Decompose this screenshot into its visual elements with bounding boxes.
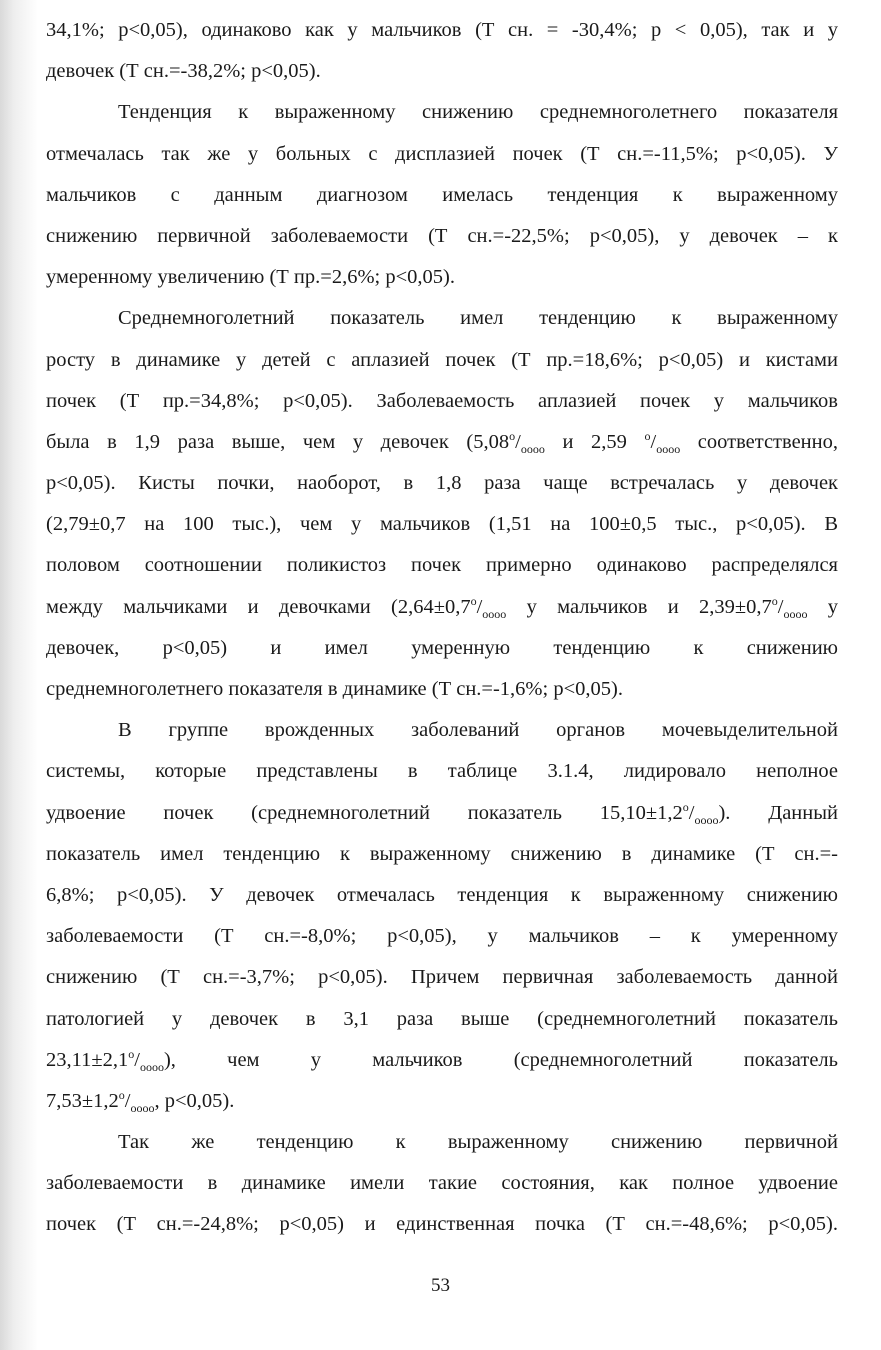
text-line xyxy=(46,422,838,463)
text-segment: половом соотношении поликистоз почек примерно одинаково распределялся xyxy=(46,554,838,577)
subscript: оооо xyxy=(520,441,545,456)
text-line xyxy=(46,587,838,628)
text-line xyxy=(46,504,838,545)
superscript: о xyxy=(682,799,689,814)
superscript: о xyxy=(644,429,651,444)
text-segment: ), чем у мальчиков (среднемноголетний показатель xyxy=(163,1048,838,1071)
subscript: оооо xyxy=(130,1100,155,1115)
text-segment: девочек, р<0,05) и имел умеренную тенденцию к снижению xyxy=(46,636,838,659)
scan-shadow-edge xyxy=(0,0,38,1350)
text-segment: у xyxy=(807,595,838,618)
text-segment: была в 1,9 раза выше, чем у девочек (5,08 xyxy=(46,430,510,453)
text-segment: 6,8%; р<0,05). У девочек отмечалась тенденция к выраженному снижению xyxy=(46,883,838,906)
text-segment: / xyxy=(650,430,657,453)
text-line xyxy=(46,875,838,916)
text-segment: у мальчиков и 2,39±0,7 xyxy=(506,595,772,618)
body-text xyxy=(46,10,838,1246)
text-line xyxy=(46,51,838,92)
text-segment: умеренному увеличению (Т пр.=2,6%; р<0,05). xyxy=(46,266,455,289)
text-segment: удвоение почек (среднемноголетний показатель 15,10±1,2 xyxy=(46,801,683,824)
superscript: о xyxy=(771,593,778,608)
text-line xyxy=(46,463,838,504)
text-segment: между мальчиками и девочками (2,64±0,7 xyxy=(46,595,471,618)
subscript: оооо xyxy=(482,606,507,621)
subscript: оооо xyxy=(783,606,808,621)
text-segment: 23,11±2,1 xyxy=(46,1048,129,1071)
text-segment: почек (Т пр.=34,8%; р<0,05). Заболеваемость аплазией почек у мальчиков xyxy=(46,389,838,412)
text-segment: / xyxy=(124,1089,131,1112)
text-line xyxy=(46,545,838,586)
text-segment: девочек (Т сн.=-38,2%; р<0,05). xyxy=(46,60,321,83)
text-line xyxy=(46,257,838,298)
text-segment: / xyxy=(476,595,483,618)
text-line xyxy=(46,1122,838,1163)
superscript: о xyxy=(470,593,477,608)
text-segment: снижению первичной заболеваемости (Т сн.=-22,5%; р<0,05), у девочек – к xyxy=(46,224,838,247)
text-segment: / xyxy=(515,430,521,453)
text-segment: системы, которые представлены в таблице 3.1.4, лидировало неполное xyxy=(46,760,838,783)
text-segment: / xyxy=(688,801,695,824)
text-segment: (2,79±0,7 на 100 тыс.), чем у мальчиков (1,51 на 100±0,5 тыс., р<0,05). В xyxy=(46,513,838,536)
text-segment: Среднемноголетний показатель имел тенденцию к выраженному xyxy=(118,307,838,330)
text-line xyxy=(46,834,838,875)
text-segment: снижению (Т сн.=-3,7%; р<0,05). Причем первичная заболеваемость данной xyxy=(46,966,838,989)
text-line xyxy=(46,92,838,133)
text-line xyxy=(46,628,838,669)
subscript: оооо xyxy=(656,441,681,456)
page-number: 53 xyxy=(431,1275,450,1296)
text-line xyxy=(46,298,838,339)
text-line xyxy=(46,916,838,957)
text-segment: / xyxy=(777,595,784,618)
text-segment: показатель имел тенденцию к выраженному снижению в динамике (Т сн.=- xyxy=(46,842,838,865)
subscript: оооо xyxy=(139,1059,164,1074)
text-segment: , р<0,05). xyxy=(154,1089,235,1112)
text-line xyxy=(46,381,838,422)
text-segment: отмечалась так же у больных с дисплазией почек (Т сн.=-11,5%; р<0,05). У xyxy=(46,142,838,165)
text-segment: р<0,05). Кисты почки, наоборот, в 1,8 раза чаще встречалась у девочек xyxy=(46,472,838,495)
text-segment: 34,1%; р<0,05), одинаково как у мальчиков (Т сн. = -30,4%; р < 0,05), так и у xyxy=(46,19,838,41)
text-segment: мальчиков с данным диагнозом имелась тенденция к выраженному xyxy=(46,183,838,206)
subscript: оооо xyxy=(694,812,719,827)
text-line xyxy=(46,999,838,1040)
text-line xyxy=(46,669,838,710)
text-segment: почек (Т сн.=-24,8%; р<0,05) и единственная почка (Т сн.=-48,6%; р<0,05). xyxy=(46,1213,838,1236)
text-segment: Так же тенденцию к выраженному снижению первичной xyxy=(118,1131,838,1154)
text-line xyxy=(46,710,838,751)
text-segment: заболеваемости в динамике имели такие состояния, как полное удвоение xyxy=(46,1172,838,1195)
text-line xyxy=(46,134,838,175)
text-line xyxy=(46,340,838,381)
superscript: о xyxy=(118,1088,125,1103)
text-segment: и 2,59 xyxy=(544,430,645,453)
text-line xyxy=(46,751,838,792)
text-segment: В группе врожденных заболеваний органов мочевыделительной xyxy=(118,719,838,742)
text-segment: 7,53±1,2 xyxy=(46,1089,119,1112)
text-segment: заболеваемости (Т сн.=-8,0%; р<0,05), у мальчиков – к умеренному xyxy=(46,925,838,948)
text-line xyxy=(46,957,838,998)
text-line xyxy=(46,1081,838,1122)
text-segment: ). Данный xyxy=(718,801,838,824)
text-segment: соответственно, xyxy=(680,430,838,453)
superscript: о xyxy=(128,1046,135,1061)
text-segment: среднемноголетнего показателя в динамике (Т сн.=-1,6%; р<0,05). xyxy=(46,678,623,700)
text-line xyxy=(46,216,838,257)
superscript: о xyxy=(509,429,516,444)
text-line xyxy=(46,10,838,51)
text-segment: росту в динамике у детей с аплазией почек (Т пр.=18,6%; р<0,05) и кистами xyxy=(46,348,838,371)
text-segment: Тенденция к выраженному снижению среднемноголетнего показателя xyxy=(118,101,838,124)
text-line xyxy=(46,793,838,834)
text-line xyxy=(46,1204,838,1245)
text-line xyxy=(46,1163,838,1204)
text-segment: / xyxy=(134,1048,140,1071)
text-line xyxy=(46,175,838,216)
text-segment: патологией у девочек в 3,1 раза выше (среднемноголетний показатель xyxy=(46,1007,838,1030)
text-line xyxy=(46,1040,838,1081)
